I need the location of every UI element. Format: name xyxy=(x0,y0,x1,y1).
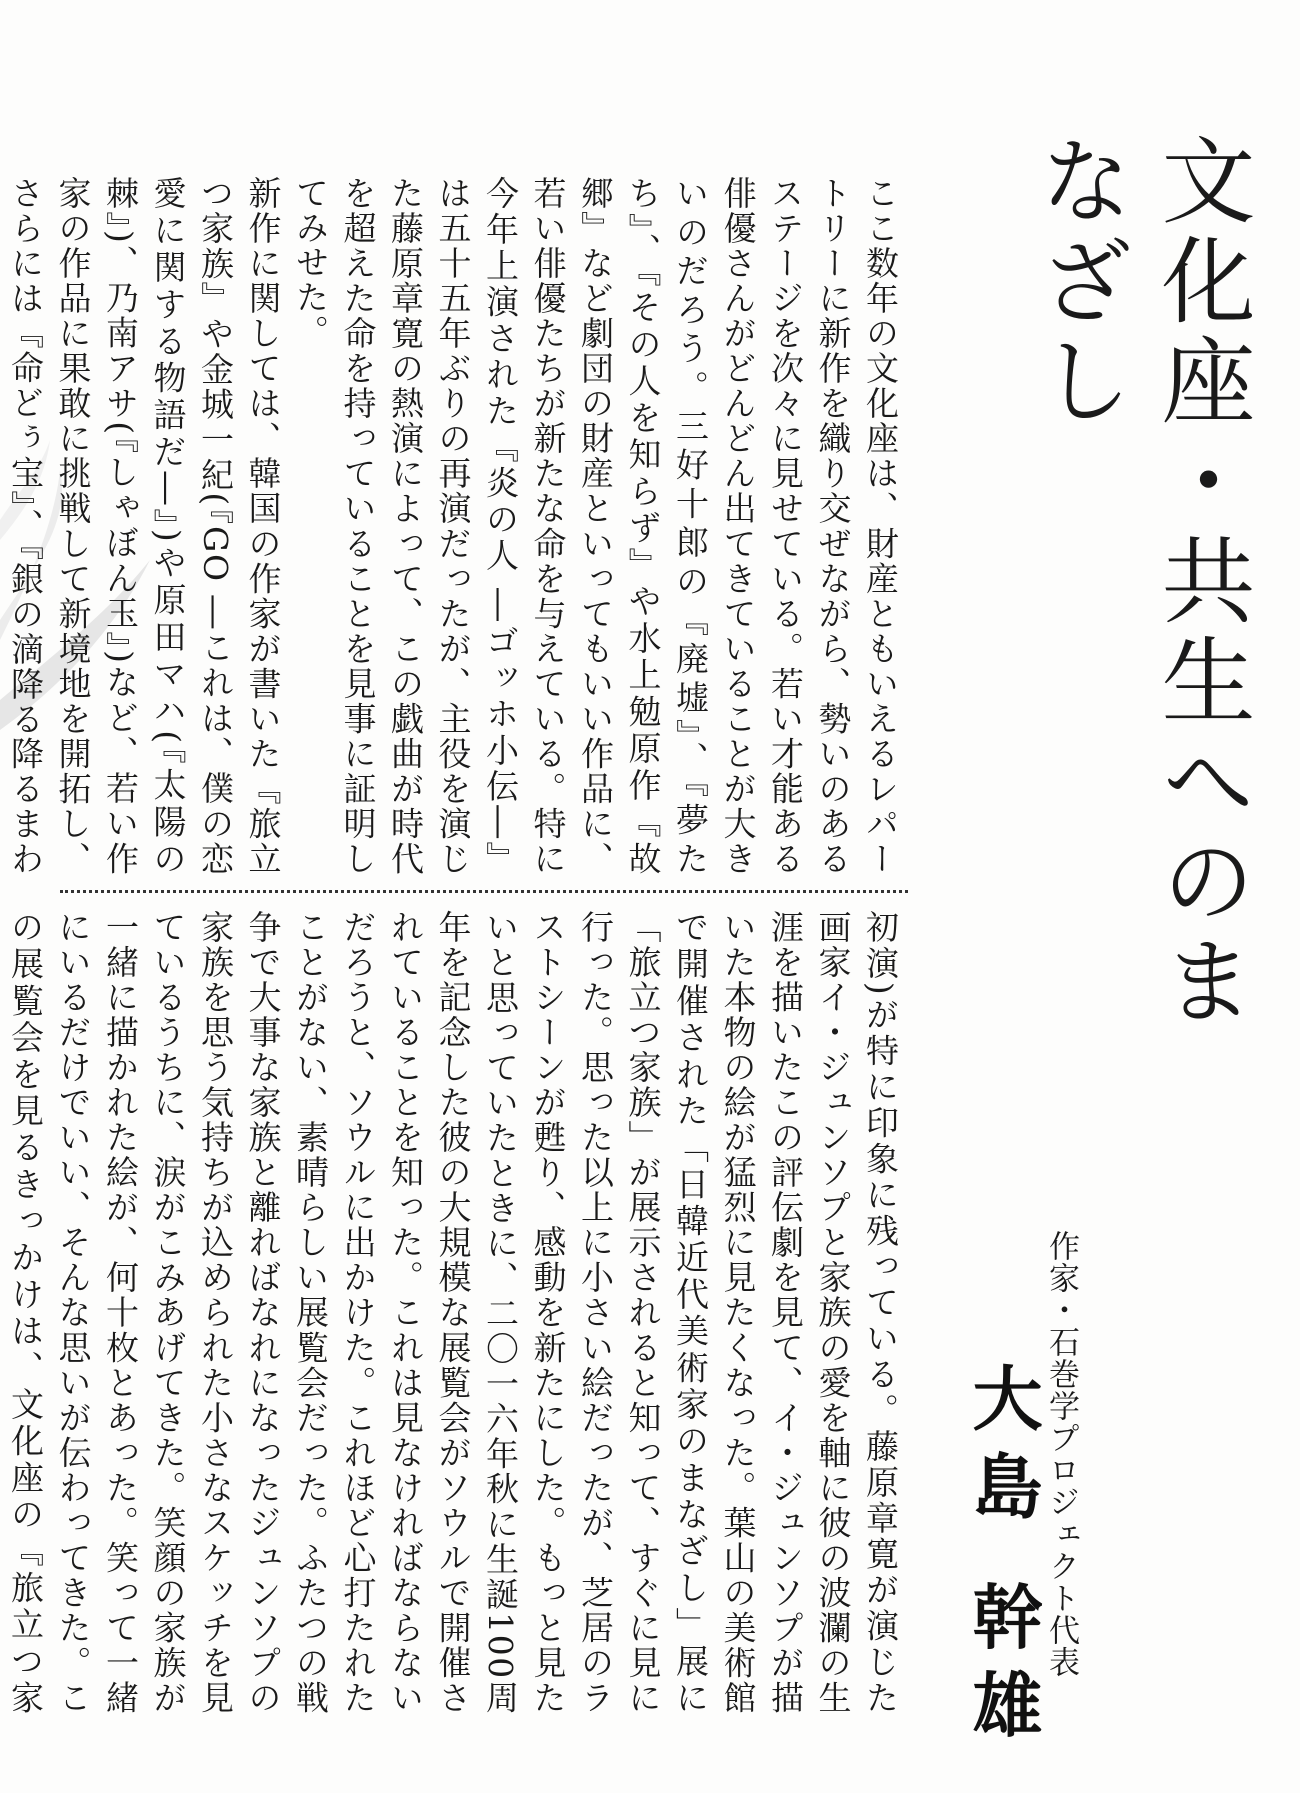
body-paragraph: ここ数年の文化座は、財産ともいえるレパートリーに新作を織り交ぜながら、勢いのあるステージを次々に見せている。若い才能ある俳優さんがどんどん出てきていることが大きいのだろう。三好十郎の『廃墟』、『夢たち』、『その人を知らず』や水上勉原作『故郷』など劇団の財産といってもいい作品に、若い俳優たちが新たな命を与えている。特に今年上演された『炎の人 ―ゴッホ小伝―』は五十五年ぶりの再演だったが、主役を演じた藤原章寛の熱演によって、この戯曲が時代を超えた命を持っていることを見事に証明してみせた。 xyxy=(291,176,900,876)
body-paragraph: 初演)が特に印象に残っている。藤原章寛が演じた画家イ・ジュンソプと家族の愛を軸に彼の波瀾の生涯を描いたこの評伝劇を見て、イ・ジュンソプが描いた本物の絵が猛烈に見たくなった。葉山の美術館で開催された「日韓近代美術家のまなざし」展に「旅立つ家族」が展示されると知って、すぐに見に行った。思った以上に小さい絵だったが、芝居のラストシーンが甦り、感動を新たにした。もっと見たいと思っていたときに、二〇一六年秋に生誕100周年を記念した彼の大規模な展覧会がソウルで開催されていることを知った。これは見なければならないだろうと、ソウルに出かけた。これほど心打たれたことがない、素晴らしい展覧会だった。ふたつの戦争で大事な家族と離ればなれになったジュンソプの家族を思う気持ちが込められた小さなスケッチを見ているうちに、涙がこみあげてきた。笑顔の家族が一緒に描かれた絵が、何十枚とあった。笑って一緒にいるだけでいい、そんな思いが伝わってきた。この展覧会を見るきっかけは、文化座の『旅立つ家 xyxy=(6,910,900,1715)
author-name: 大島 幹雄 xyxy=(961,1362,1044,1757)
dotted-divider xyxy=(60,890,908,893)
article-title: 文化座・共生へのまなざし xyxy=(1022,132,1254,1032)
body-text-lower xyxy=(6,910,904,1715)
author-role: 作家・石巻学プロジェクト代表 xyxy=(1043,1230,1079,1678)
body-paragraph: 新作に関しては、韓国の作家が書いた『旅立つ家族』や金城一紀(『GO ―これは、僕の恋愛に関する物語だ―』)や原田マハ(『太陽の棘』)、乃南アサ(『しゃぼん玉』)など、若い作家の作品に果敢に挑戦して新境地を開拓し、さらには『命どぅ宝』、『銀の滴降る降るまわ xyxy=(6,176,283,876)
body-text-upper xyxy=(6,176,904,876)
